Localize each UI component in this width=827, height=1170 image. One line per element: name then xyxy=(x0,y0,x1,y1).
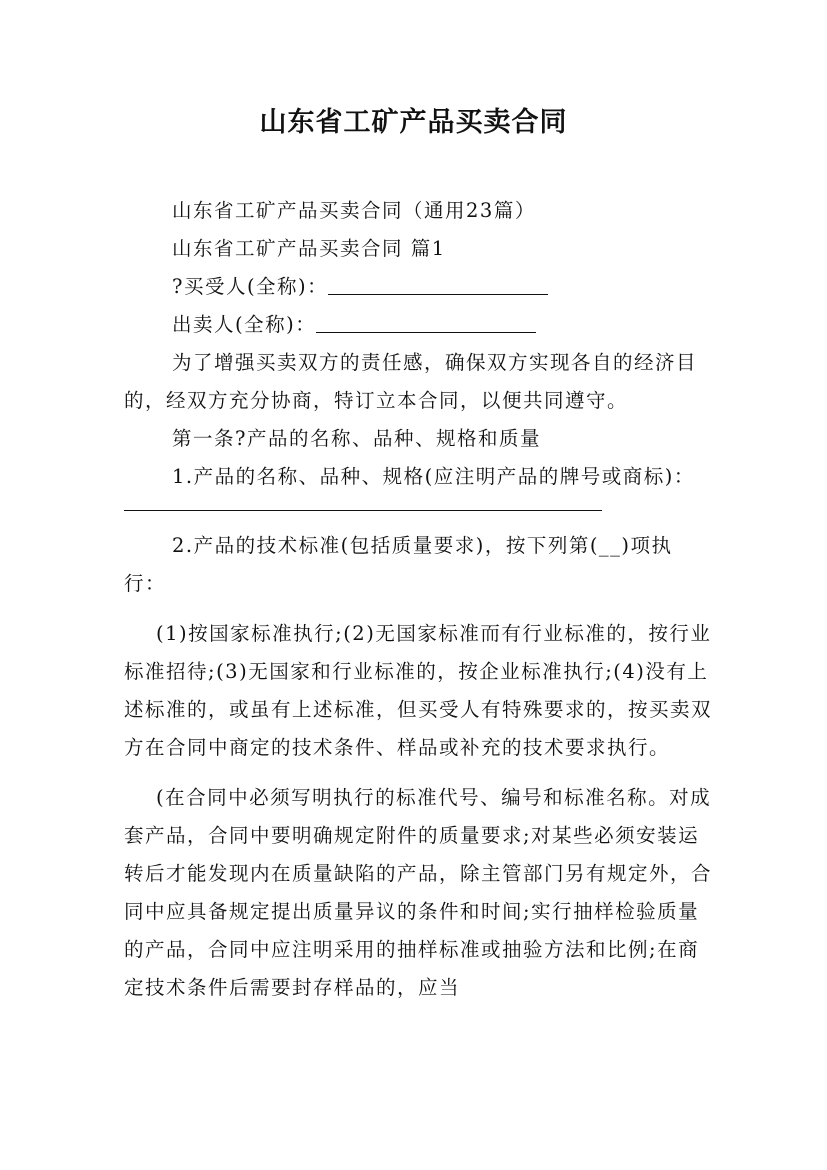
intro-paragraph: 为了增强买卖双方的责任感，确保双方实现各自的经济目的，经双方充分协商，特订立本合同，以便共同遵守。 xyxy=(124,351,698,412)
document-title: 山东省工矿产品买卖合同 xyxy=(259,107,568,138)
seller-line xyxy=(124,306,714,344)
item1-blank-rule xyxy=(124,496,602,511)
seller-blank xyxy=(316,312,536,333)
item1-paragraph: 1.产品的名称、品种、规格(应注明产品的牌号或商标)： xyxy=(172,465,695,488)
subtitle-line: 山东省工矿产品买卖合同（通用23篇） xyxy=(172,199,536,222)
buyer-blank xyxy=(328,274,548,295)
seller-label: 出卖人(全称)： xyxy=(172,313,317,336)
note-paragraph: (在合同中必须写明执行的标准代号、编号和标准名称。对成套产品，合同中要明确规定附件的质量要求;对某些必须安装运转后才能发现内在质量缺陷的产品，除主管部门另有规定外，合同中应具备规定提出质量异议的条件和时间;实行抽样检验质量的产品，合同中应注明采用的抽样标准或抽验方法和比例;在商定技术条件后需要封存样品的，应当 xyxy=(124,786,713,999)
item2-paragraph: 2.产品的技术标准(包括质量要求)，按下列第(__)项执行： xyxy=(124,534,673,595)
part-heading: 山东省工矿产品买卖合同 篇1 xyxy=(172,237,446,260)
standards-paragraph: (1)按国家标准执行;(2)无国家标准而有行业标准的，按行业标准招待;(3)无国家和行业标准的，按企业标准执行;(4)没有上述标准的，或虽有上述标准，但买受人有特殊要求的，按买卖双方在合同中商定的技术条件、样品或补充的技术要求执行。 xyxy=(124,622,713,759)
buyer-label: ?买受人(全称)： xyxy=(172,275,329,298)
article1-heading: 第一条?产品的名称、品种、规格和质量 xyxy=(172,427,541,450)
buyer-line xyxy=(124,268,714,306)
document-body xyxy=(124,192,714,1007)
